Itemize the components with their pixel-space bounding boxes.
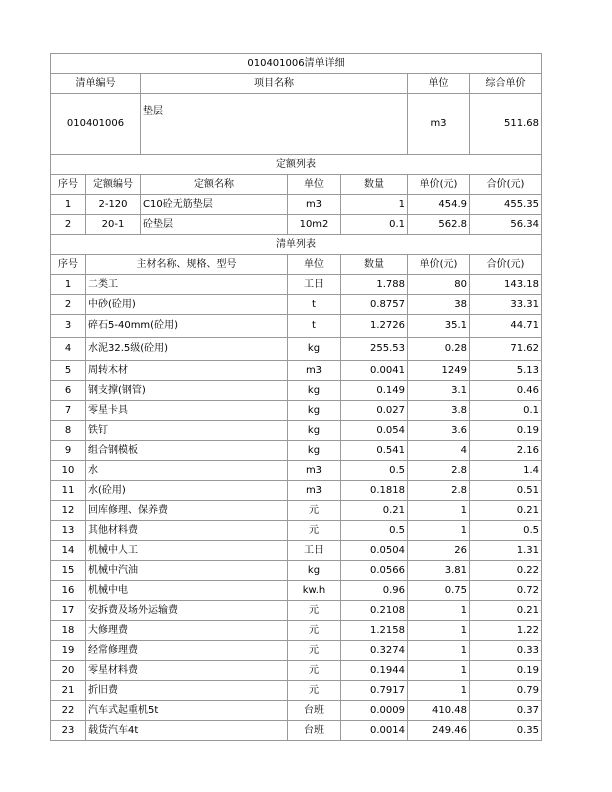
material-row bbox=[51, 441, 542, 461]
material-no: 12 bbox=[51, 501, 86, 521]
material-total: 0.35 bbox=[470, 721, 542, 741]
material-unit: 元 bbox=[288, 601, 341, 621]
material-total: 33.31 bbox=[470, 295, 542, 315]
material-unit: 元 bbox=[288, 501, 341, 521]
quota-no: 1 bbox=[51, 195, 86, 215]
material-name: 铁钉 bbox=[86, 421, 288, 441]
material-total: 0.79 bbox=[470, 681, 542, 701]
material-price: 3.1 bbox=[408, 381, 470, 401]
page-title: 010401006清单详细 bbox=[51, 54, 542, 74]
material-col-no: 序号 bbox=[51, 255, 86, 275]
material-unit: kg bbox=[288, 421, 341, 441]
material-no: 22 bbox=[51, 701, 86, 721]
material-price: 249.46 bbox=[408, 721, 470, 741]
material-price: 1 bbox=[408, 621, 470, 641]
material-qty: 0.1944 bbox=[341, 661, 408, 681]
material-name: 大修理费 bbox=[86, 621, 288, 641]
quota-section-title: 定额列表 bbox=[51, 155, 542, 175]
price-header: 综合单价 bbox=[470, 74, 542, 94]
item-name: 垫层 bbox=[141, 94, 408, 155]
quota-name: C10砼无筋垫层 bbox=[141, 195, 288, 215]
material-row bbox=[51, 681, 542, 701]
material-total: 71.62 bbox=[470, 338, 542, 361]
material-qty: 0.8757 bbox=[341, 295, 408, 315]
material-col-total: 合价(元) bbox=[470, 255, 542, 275]
material-no: 13 bbox=[51, 521, 86, 541]
quota-header-row bbox=[51, 175, 542, 195]
material-row bbox=[51, 501, 542, 521]
material-unit: kg bbox=[288, 381, 341, 401]
material-qty: 1.788 bbox=[341, 275, 408, 295]
material-col-qty: 数量 bbox=[341, 255, 408, 275]
material-total: 0.51 bbox=[470, 481, 542, 501]
quota-total: 455.35 bbox=[470, 195, 542, 215]
material-row bbox=[51, 541, 542, 561]
quota-unit: 10m2 bbox=[288, 215, 341, 235]
material-qty: 0.541 bbox=[341, 441, 408, 461]
material-unit: t bbox=[288, 315, 341, 338]
material-name: 组合钢模板 bbox=[86, 441, 288, 461]
quota-col-unit: 单位 bbox=[288, 175, 341, 195]
quota-unit: m3 bbox=[288, 195, 341, 215]
quota-row bbox=[51, 215, 542, 235]
material-no: 19 bbox=[51, 641, 86, 661]
material-total: 1.22 bbox=[470, 621, 542, 641]
quota-name: 砼垫层 bbox=[141, 215, 288, 235]
material-name: 回库修理、保养费 bbox=[86, 501, 288, 521]
material-price: 80 bbox=[408, 275, 470, 295]
material-total: 0.1 bbox=[470, 401, 542, 421]
material-name: 钢支撑(钢管) bbox=[86, 381, 288, 401]
material-price: 3.8 bbox=[408, 401, 470, 421]
material-unit: kw.h bbox=[288, 581, 341, 601]
material-name: 水 bbox=[86, 461, 288, 481]
material-no: 3 bbox=[51, 315, 86, 338]
material-row bbox=[51, 421, 542, 441]
material-unit: 元 bbox=[288, 661, 341, 681]
quota-col-price: 单价(元) bbox=[408, 175, 470, 195]
material-unit: kg bbox=[288, 338, 341, 361]
material-row bbox=[51, 481, 542, 501]
material-total: 0.46 bbox=[470, 381, 542, 401]
material-no: 11 bbox=[51, 481, 86, 501]
material-unit: t bbox=[288, 295, 341, 315]
material-row bbox=[51, 361, 542, 381]
material-name: 水(砼用) bbox=[86, 481, 288, 501]
quota-col-no: 序号 bbox=[51, 175, 86, 195]
material-row bbox=[51, 641, 542, 661]
material-price: 3.6 bbox=[408, 421, 470, 441]
material-total: 0.72 bbox=[470, 581, 542, 601]
material-name: 周转木材 bbox=[86, 361, 288, 381]
material-total: 44.71 bbox=[470, 315, 542, 338]
material-name: 二类工 bbox=[86, 275, 288, 295]
material-no: 5 bbox=[51, 361, 86, 381]
material-price: 0.28 bbox=[408, 338, 470, 361]
material-total: 0.21 bbox=[470, 501, 542, 521]
material-row bbox=[51, 401, 542, 421]
material-unit: kg bbox=[288, 401, 341, 421]
material-qty: 0.0009 bbox=[341, 701, 408, 721]
quota-section-row bbox=[51, 155, 542, 175]
material-name: 经常修理费 bbox=[86, 641, 288, 661]
material-section-row bbox=[51, 235, 542, 255]
material-total: 0.19 bbox=[470, 661, 542, 681]
material-price: 2.8 bbox=[408, 461, 470, 481]
material-row bbox=[51, 601, 542, 621]
material-qty: 0.0014 bbox=[341, 721, 408, 741]
material-price: 1 bbox=[408, 601, 470, 621]
quota-total: 56.34 bbox=[470, 215, 542, 235]
material-qty: 0.0566 bbox=[341, 561, 408, 581]
quota-no: 2 bbox=[51, 215, 86, 235]
material-qty: 0.054 bbox=[341, 421, 408, 441]
material-no: 14 bbox=[51, 541, 86, 561]
material-price: 1 bbox=[408, 641, 470, 661]
material-row bbox=[51, 275, 542, 295]
material-no: 17 bbox=[51, 601, 86, 621]
material-name: 折旧费 bbox=[86, 681, 288, 701]
quota-col-qty: 数量 bbox=[341, 175, 408, 195]
material-name: 其他材料费 bbox=[86, 521, 288, 541]
material-no: 7 bbox=[51, 401, 86, 421]
material-total: 0.22 bbox=[470, 561, 542, 581]
unit-header: 单位 bbox=[408, 74, 470, 94]
bill-detail-table bbox=[50, 53, 542, 741]
material-qty: 0.3274 bbox=[341, 641, 408, 661]
material-total: 1.4 bbox=[470, 461, 542, 481]
material-no: 4 bbox=[51, 338, 86, 361]
material-name: 中砂(砼用) bbox=[86, 295, 288, 315]
quota-col-code: 定额编号 bbox=[86, 175, 141, 195]
material-unit: 元 bbox=[288, 521, 341, 541]
quota-price: 562.8 bbox=[408, 215, 470, 235]
material-unit: 元 bbox=[288, 641, 341, 661]
material-no: 1 bbox=[51, 275, 86, 295]
material-unit: kg bbox=[288, 441, 341, 461]
material-row bbox=[51, 521, 542, 541]
material-unit: m3 bbox=[288, 461, 341, 481]
material-price: 410.48 bbox=[408, 701, 470, 721]
material-row bbox=[51, 721, 542, 741]
material-no: 9 bbox=[51, 441, 86, 461]
title-row bbox=[51, 54, 542, 74]
material-row bbox=[51, 661, 542, 681]
material-row bbox=[51, 338, 542, 361]
quota-col-total: 合价(元) bbox=[470, 175, 542, 195]
material-no: 15 bbox=[51, 561, 86, 581]
material-total: 0.37 bbox=[470, 701, 542, 721]
material-header-row bbox=[51, 255, 542, 275]
material-qty: 0.0504 bbox=[341, 541, 408, 561]
material-price: 1 bbox=[408, 681, 470, 701]
material-no: 20 bbox=[51, 661, 86, 681]
material-qty: 0.7917 bbox=[341, 681, 408, 701]
material-unit: 元 bbox=[288, 681, 341, 701]
material-row bbox=[51, 315, 542, 338]
material-row bbox=[51, 295, 542, 315]
material-total: 1.31 bbox=[470, 541, 542, 561]
material-no: 8 bbox=[51, 421, 86, 441]
material-qty: 0.027 bbox=[341, 401, 408, 421]
material-no: 18 bbox=[51, 621, 86, 641]
name-header: 项目名称 bbox=[141, 74, 408, 94]
material-price: 35.1 bbox=[408, 315, 470, 338]
material-qty: 0.5 bbox=[341, 461, 408, 481]
material-row bbox=[51, 561, 542, 581]
material-no: 10 bbox=[51, 461, 86, 481]
material-name: 零星卡具 bbox=[86, 401, 288, 421]
material-total: 5.13 bbox=[470, 361, 542, 381]
material-unit: 工日 bbox=[288, 275, 341, 295]
material-price: 38 bbox=[408, 295, 470, 315]
quota-code: 20-1 bbox=[86, 215, 141, 235]
material-unit: kg bbox=[288, 561, 341, 581]
header-row bbox=[51, 74, 542, 94]
material-name: 机械中人工 bbox=[86, 541, 288, 561]
material-no: 16 bbox=[51, 581, 86, 601]
quota-col-name: 定额名称 bbox=[141, 175, 288, 195]
material-price: 4 bbox=[408, 441, 470, 461]
material-name: 机械中电 bbox=[86, 581, 288, 601]
quota-row bbox=[51, 195, 542, 215]
material-no: 6 bbox=[51, 381, 86, 401]
material-price: 26 bbox=[408, 541, 470, 561]
material-price: 2.8 bbox=[408, 481, 470, 501]
material-name: 水泥32.5级(砼用) bbox=[86, 338, 288, 361]
material-unit: m3 bbox=[288, 361, 341, 381]
quota-price: 454.9 bbox=[408, 195, 470, 215]
material-price: 1 bbox=[408, 501, 470, 521]
material-total: 2.16 bbox=[470, 441, 542, 461]
material-price: 1249 bbox=[408, 361, 470, 381]
material-name: 汽车式起重机5t bbox=[86, 701, 288, 721]
material-qty: 1.2726 bbox=[341, 315, 408, 338]
item-row bbox=[51, 94, 542, 155]
material-unit: 台班 bbox=[288, 721, 341, 741]
material-unit: m3 bbox=[288, 481, 341, 501]
material-col-name: 主材名称、规格、型号 bbox=[86, 255, 288, 275]
material-row bbox=[51, 461, 542, 481]
material-price: 0.75 bbox=[408, 581, 470, 601]
material-unit: 工日 bbox=[288, 541, 341, 561]
material-total: 0.33 bbox=[470, 641, 542, 661]
material-row bbox=[51, 701, 542, 721]
material-no: 23 bbox=[51, 721, 86, 741]
material-no: 2 bbox=[51, 295, 86, 315]
quota-code: 2-120 bbox=[86, 195, 141, 215]
code-header: 清单编号 bbox=[51, 74, 141, 94]
material-name: 安拆费及场外运输费 bbox=[86, 601, 288, 621]
item-price: 511.68 bbox=[470, 94, 542, 155]
material-qty: 0.96 bbox=[341, 581, 408, 601]
material-total: 0.21 bbox=[470, 601, 542, 621]
material-total: 0.19 bbox=[470, 421, 542, 441]
material-unit: 元 bbox=[288, 621, 341, 641]
material-qty: 0.5 bbox=[341, 521, 408, 541]
material-price: 1 bbox=[408, 521, 470, 541]
material-total: 143.18 bbox=[470, 275, 542, 295]
quota-qty: 1 bbox=[341, 195, 408, 215]
material-qty: 0.0041 bbox=[341, 361, 408, 381]
material-qty: 0.2108 bbox=[341, 601, 408, 621]
material-qty: 255.53 bbox=[341, 338, 408, 361]
material-name: 碎石5-40mm(砼用) bbox=[86, 315, 288, 338]
material-col-unit: 单位 bbox=[288, 255, 341, 275]
material-unit: 台班 bbox=[288, 701, 341, 721]
item-code: 010401006 bbox=[51, 94, 141, 155]
item-unit: m3 bbox=[408, 94, 470, 155]
material-name: 机械中汽油 bbox=[86, 561, 288, 581]
material-qty: 0.21 bbox=[341, 501, 408, 521]
material-row bbox=[51, 621, 542, 641]
material-total: 0.5 bbox=[470, 521, 542, 541]
material-no: 21 bbox=[51, 681, 86, 701]
material-name: 零星材料费 bbox=[86, 661, 288, 681]
quota-qty: 0.1 bbox=[341, 215, 408, 235]
material-price: 1 bbox=[408, 661, 470, 681]
material-qty: 1.2158 bbox=[341, 621, 408, 641]
material-section-title: 清单列表 bbox=[51, 235, 542, 255]
material-row bbox=[51, 581, 542, 601]
material-qty: 0.1818 bbox=[341, 481, 408, 501]
material-qty: 0.149 bbox=[341, 381, 408, 401]
material-row bbox=[51, 381, 542, 401]
material-name: 载货汽车4t bbox=[86, 721, 288, 741]
material-price: 3.81 bbox=[408, 561, 470, 581]
material-col-price: 单价(元) bbox=[408, 255, 470, 275]
